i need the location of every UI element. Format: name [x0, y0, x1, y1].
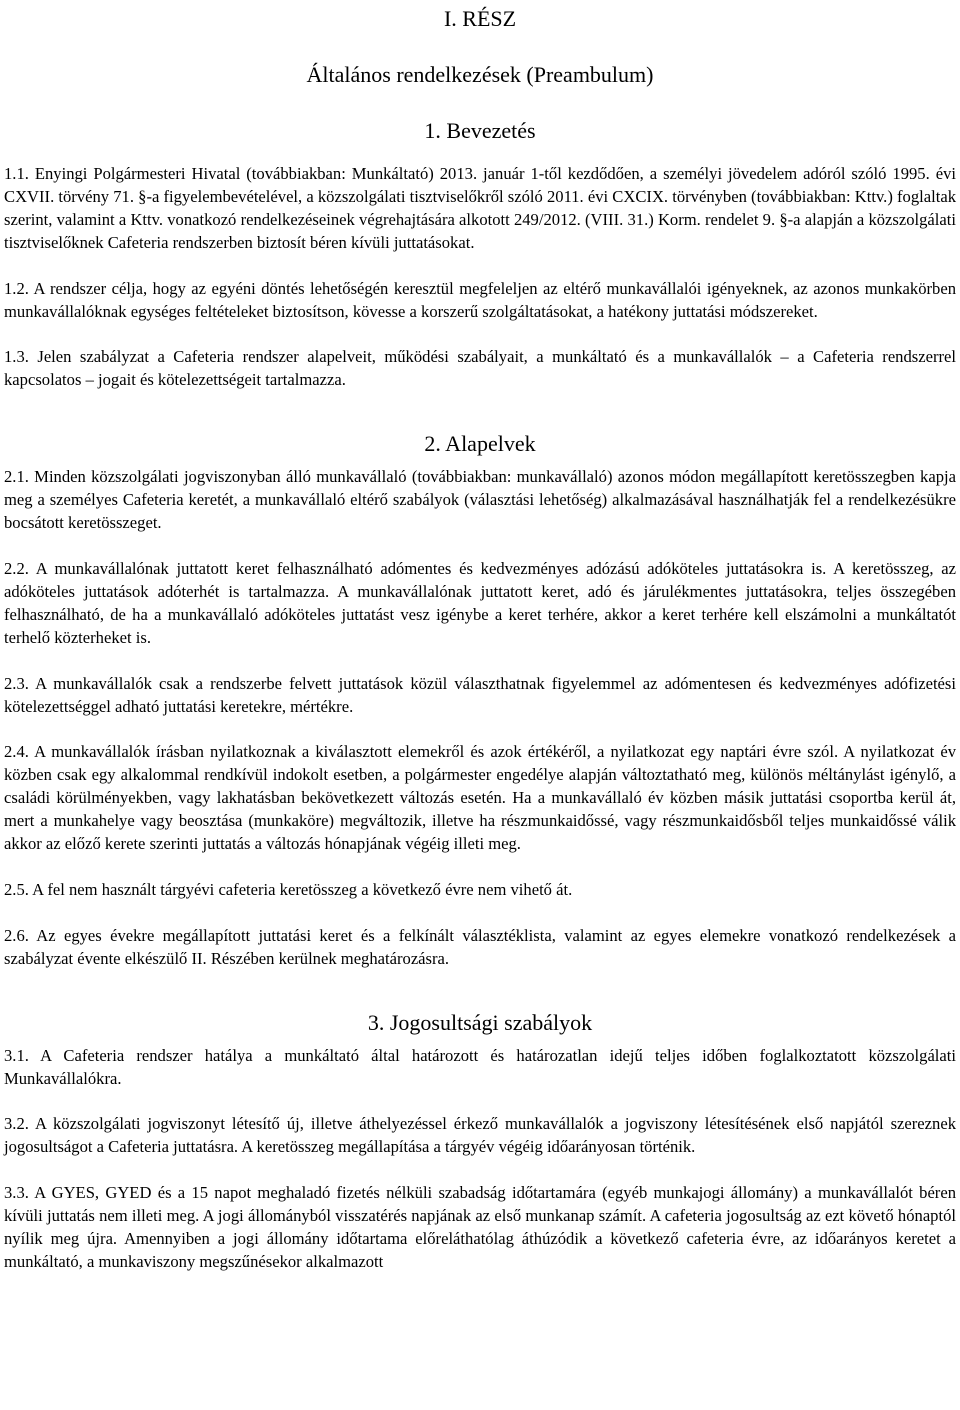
section-title-alapelvek: 2. Alapelvek [424, 431, 536, 457]
paragraph-2-6: 2.6. Az egyes évekre megállapított juttatási keret és a felkínált választéklista, valamint az egyes elemekre vonatkozó rendelkezések a szabályzat évente elkészülő II. Részében kerülnek meghatározásra. [4, 925, 956, 968]
document-page [4, 0, 956, 1274]
paragraph-3-2: 3.2. A közszolgálati jogviszonyt létesítő új, illetve áthelyezéssel érkező munkavállalók a jogviszony létesítésének első napjától szereznek jogosultságot a Cafeteria juttatásra. A keretösszeg megállapítása a tárgyév végéig időarányosan történik. [4, 1114, 956, 1157]
section-title-bevezetes: 1. Bevezetés [424, 118, 536, 143]
paragraph-2-2: 2.2. A munkavállalónak juttatott keret felhasználható adómentes és kedvezményes adózású adóköteles juttatásokra is. A keretösszeg, az adóköteles juttatások adóterhét is tartalmazza. A munkavállalónak juttatott keret, adó és járulékmentes juttatásokra, teljes összegében felhasználható, de ha a munkavállaló adóköteles juttatást vesz igénybe a keret terhére, akkor a keret terhére kell elszámolni a munkáltatót terhelő közterheket is. [4, 558, 956, 647]
paragraph-2-5: 2.5. A fel nem használt tárgyévi cafeteria keretösszeg a következő évre nem vihető át. [4, 879, 573, 899]
paragraph-1-1: 1.1. Enyingi Polgármesteri Hivatal (továbbiakban: Munkáltató) 2013. január 1-től kezdődően, a személyi jövedelem adóról szóló 1995. évi CXVII. törvény 71. §-a figyelembevételével, a közszolgálati tisztviselőkről szóló 2011. évi CXCIX. törvényben (továbbiakban: Kttv.) foglaltak szerint, valamint a Kttv. vonatkozó rendelkezéseinek végrehajtására alkotott 249/2012. (VIII. 31.) Korm. rendelet 9. §-a alapján a közszolgálati tisztviselőknek Cafeteria rendszerben biztosít béren kívüli juttatásokat. [4, 164, 956, 252]
paragraph-1-2: 1.2. A rendszer célja, hogy az egyéni döntés lehetőségén keresztül megfeleljen az eltérő munkavállalói igényeknek, az azonos munkakörben munkavállalóknak egységes feltételeket biztosítson, kövesse a korszerű szolgáltatásokat, a hatékony juttatási módszereket. [4, 278, 956, 321]
paragraph-2-1: 2.1. Minden közszolgálati jogviszonyban álló munkavállaló (továbbiakban: munkavállaló) azonos módon megállapított keretösszegben kapja meg a személyes Cafeteria keretét, a munkavállaló eltérő szabályok (választási lehetőség) alkalmazásával használhatják fel a rendelkezésükre bocsátott keretösszeget. [4, 467, 956, 533]
paragraph-1-3: 1.3. Jelen szabályzat a Cafeteria rendszer alapelveit, működési szabályait, a munkáltató és a munkavállalók – a Cafeteria rendszerrel kapcsolatos – jogait és kötelezettségeit tartalmazza. [4, 347, 956, 390]
part-title: I. RÉSZ [443, 6, 517, 31]
paragraph-2-4: 2.4. A munkavállalók írásban nyilatkoznak a kiválasztott elemekről és azok értékéről, a nyilatkozat egy naptári évre szól. A nyilatkozat év közben csak egy alkalommal rendkívül indokolt esetben, a polgármester engedélye alapján változtatható meg, különös méltánylást igénylő, a családi körülményekben, vagy lakhatásban bekövetkezett változás esetén. Ha a munkavállaló év közben másik juttatási csoportba kerül át, mert a munkahelye vagy beosztása (munkaköre) megváltozik, illetve ha részmunkaidőssé, vagy részmunkaidősből teljes munkaidőssé válik akkor az előző kerete szerinti juttatás a változás hónapjának végéig illeti meg. [4, 742, 956, 854]
paragraph-3-3: 3.3. A GYES, GYED és a 15 napot meghaladó fizetés nélküli szabadság időtartamára (egyéb munkajogi állomány) a munkavállalót béren kívüli juttatás nem illeti meg. A jogi állományból visszatérés napjának az első munkanap számít. A cafeteria jogosultság az ezt követő hónaptól nyílik meg újra. Amennyiben a jogi állomány időtartama előreláthatólag áthúzódik a következő cafeteria évre, az időarányos keretet a munkáltató, a munkaviszony megszűnésekor alkalmazott [4, 1183, 956, 1271]
section-title-jogosultsagi-szabalyok: 3. Jogosultsági szabályok [367, 1009, 593, 1035]
paragraph-2-3: 2.3. A munkavállalók csak a rendszerbe felvett juttatások közül választhatnak figyelemmel az adómentesen és kedvezményes adófizetési kötelezettséggel adható juttatási keretekre, mértékre. [4, 673, 956, 716]
paragraph-3-1: 3.1. A Cafeteria rendszer hatálya a munkáltató által határozott és határozatlan idejű teljes időben foglalkoztatott közszolgálati Munkavállalókra. [4, 1045, 956, 1088]
main-title: Általános rendelkezések (Preambulum) [306, 62, 654, 87]
